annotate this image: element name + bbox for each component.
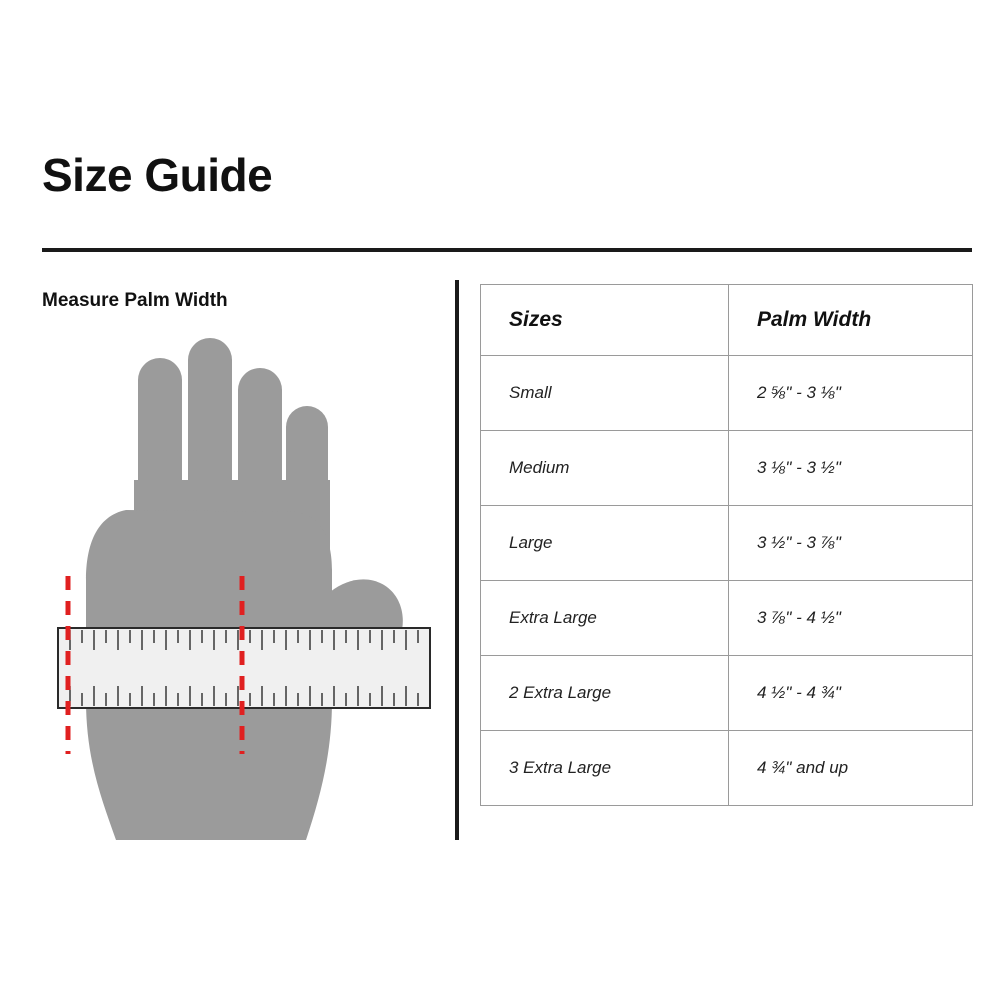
cell-size: Large: [481, 506, 729, 581]
panel-divider: [455, 280, 459, 840]
cell-palm-width: 3 ½" - 3 ⅞": [729, 506, 973, 581]
cell-palm-width: 3 ⅛" - 3 ½": [729, 431, 973, 506]
table-row: [481, 731, 973, 806]
table-row: [481, 656, 973, 731]
cell-size: Extra Large: [481, 581, 729, 656]
table-row: [481, 356, 973, 431]
cell-size: 2 Extra Large: [481, 656, 729, 731]
cell-palm-width: 4 ¾" and up: [729, 731, 973, 806]
cell-palm-width: 2 ⅝" - 3 ⅛": [729, 356, 973, 431]
cell-size: Medium: [481, 431, 729, 506]
table-header-row: [481, 285, 973, 356]
cell-palm-width: 4 ½" - 4 ¾": [729, 656, 973, 731]
cell-size: 3 Extra Large: [481, 731, 729, 806]
page-title: Size Guide: [42, 149, 273, 201]
size-table: [480, 284, 973, 806]
size-table-container: [480, 284, 972, 806]
column-header-sizes: Sizes: [481, 285, 729, 356]
column-header-palm-width: Palm Width: [729, 285, 973, 356]
hand-measurement-illustration: [30, 330, 450, 870]
table-row: [481, 431, 973, 506]
cell-size: Small: [481, 356, 729, 431]
table-row: [481, 581, 973, 656]
cell-palm-width: 3 ⅞" - 4 ½": [729, 581, 973, 656]
title-divider: [42, 248, 972, 252]
measure-instruction-heading: Measure Palm Width: [42, 290, 228, 311]
table-row: [481, 506, 973, 581]
